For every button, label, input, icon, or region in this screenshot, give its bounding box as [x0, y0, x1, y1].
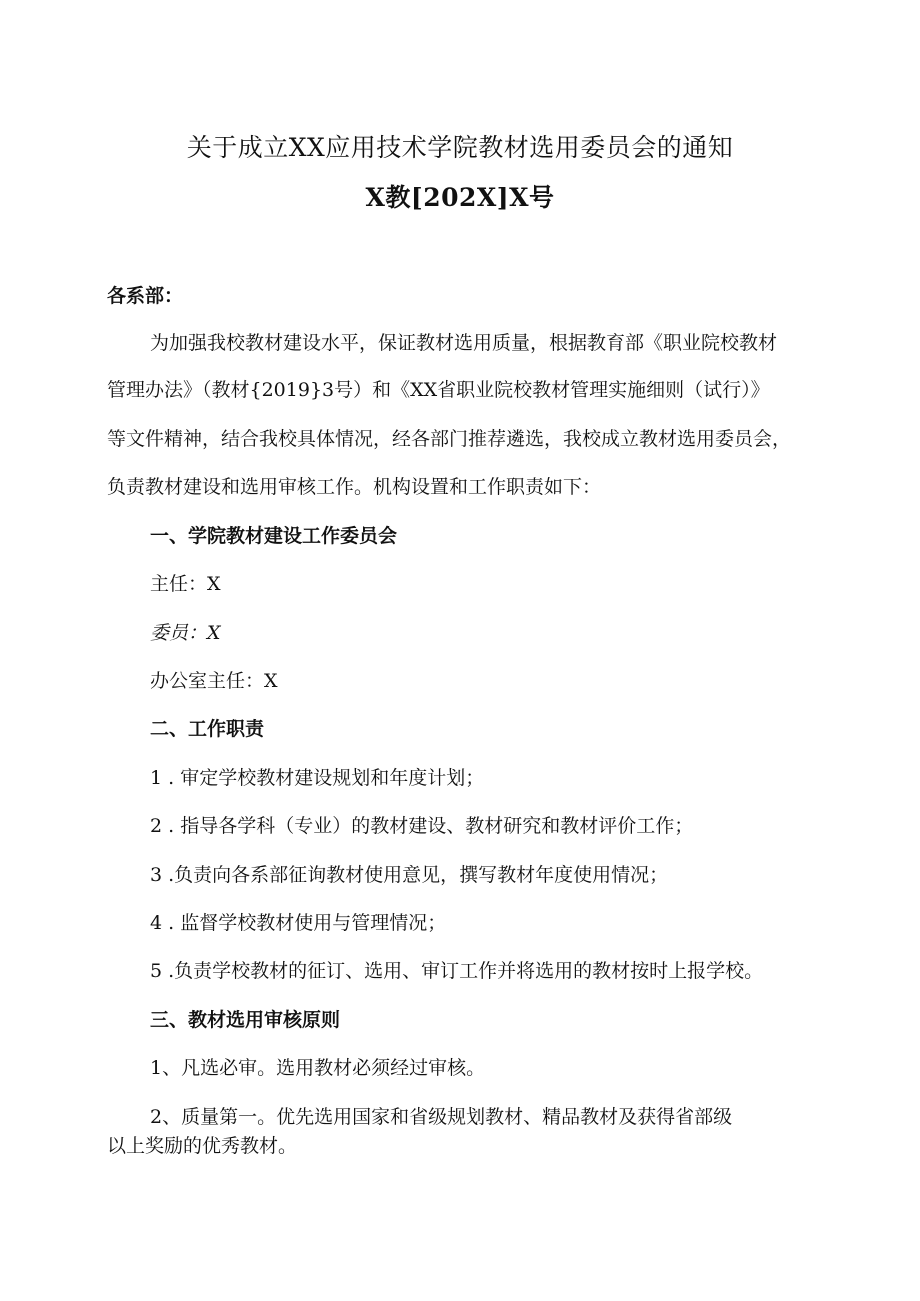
section-2-heading: 二、工作职责: [150, 718, 265, 740]
duty-item-1: 1 . 审定学校教材建设规划和年度计划；: [150, 767, 485, 789]
duty-item-2: 2 . 指导各学科（专业）的教材建设、教材研究和教材评价工作；: [150, 815, 694, 837]
duty-item-4: 4 . 监督学校教材使用与管理情况；: [150, 912, 447, 934]
director-line: 主任：X: [150, 573, 221, 595]
principle-2-line-1: 2、质量第一。优先选用国家和省级规划教材、精品教材及获得省部级: [150, 1106, 733, 1128]
members-line: 委员：X: [150, 622, 221, 644]
intro-line-2: 管理办法》（教材{2019}3号）和《XX省职业院校教材管理实施细则（试行）》: [107, 379, 770, 401]
intro-line-3: 等文件精神，结合我校具体情况，经各部门推荐遴选，我校成立教材选用委员会，: [107, 428, 792, 450]
salutation: 各系部：: [107, 285, 184, 307]
office-director-line: 办公室主任：X: [150, 670, 278, 692]
section-1-heading: 一、学院教材建设工作委员会: [150, 525, 398, 547]
section-3-heading: 三、教材选用审核原则: [150, 1009, 341, 1031]
document-title: 关于成立XX应用技术学院教材选用委员会的通知: [186, 133, 734, 162]
duty-item-5: 5 .负责学校教材的征订、选用、审订工作并将选用的教材按时上报学校。: [150, 960, 764, 982]
document-number: X教[202X]X号: [365, 183, 555, 212]
duty-item-3: 3 .负责向各系部征询教材使用意见，撰写教材年度使用情况；: [150, 864, 669, 886]
intro-line-4: 负责教材建设和选用审核工作。机构设置和工作职责如下：: [107, 476, 602, 498]
principle-2-line-2: 以上奖励的优秀教材。: [107, 1135, 298, 1157]
principle-1: 1、凡选必审。选用教材必须经过审核。: [150, 1057, 486, 1079]
intro-line-1: 为加强我校教材建设水平，保证教材选用质量，根据教育部《职业院校教材: [150, 332, 778, 354]
